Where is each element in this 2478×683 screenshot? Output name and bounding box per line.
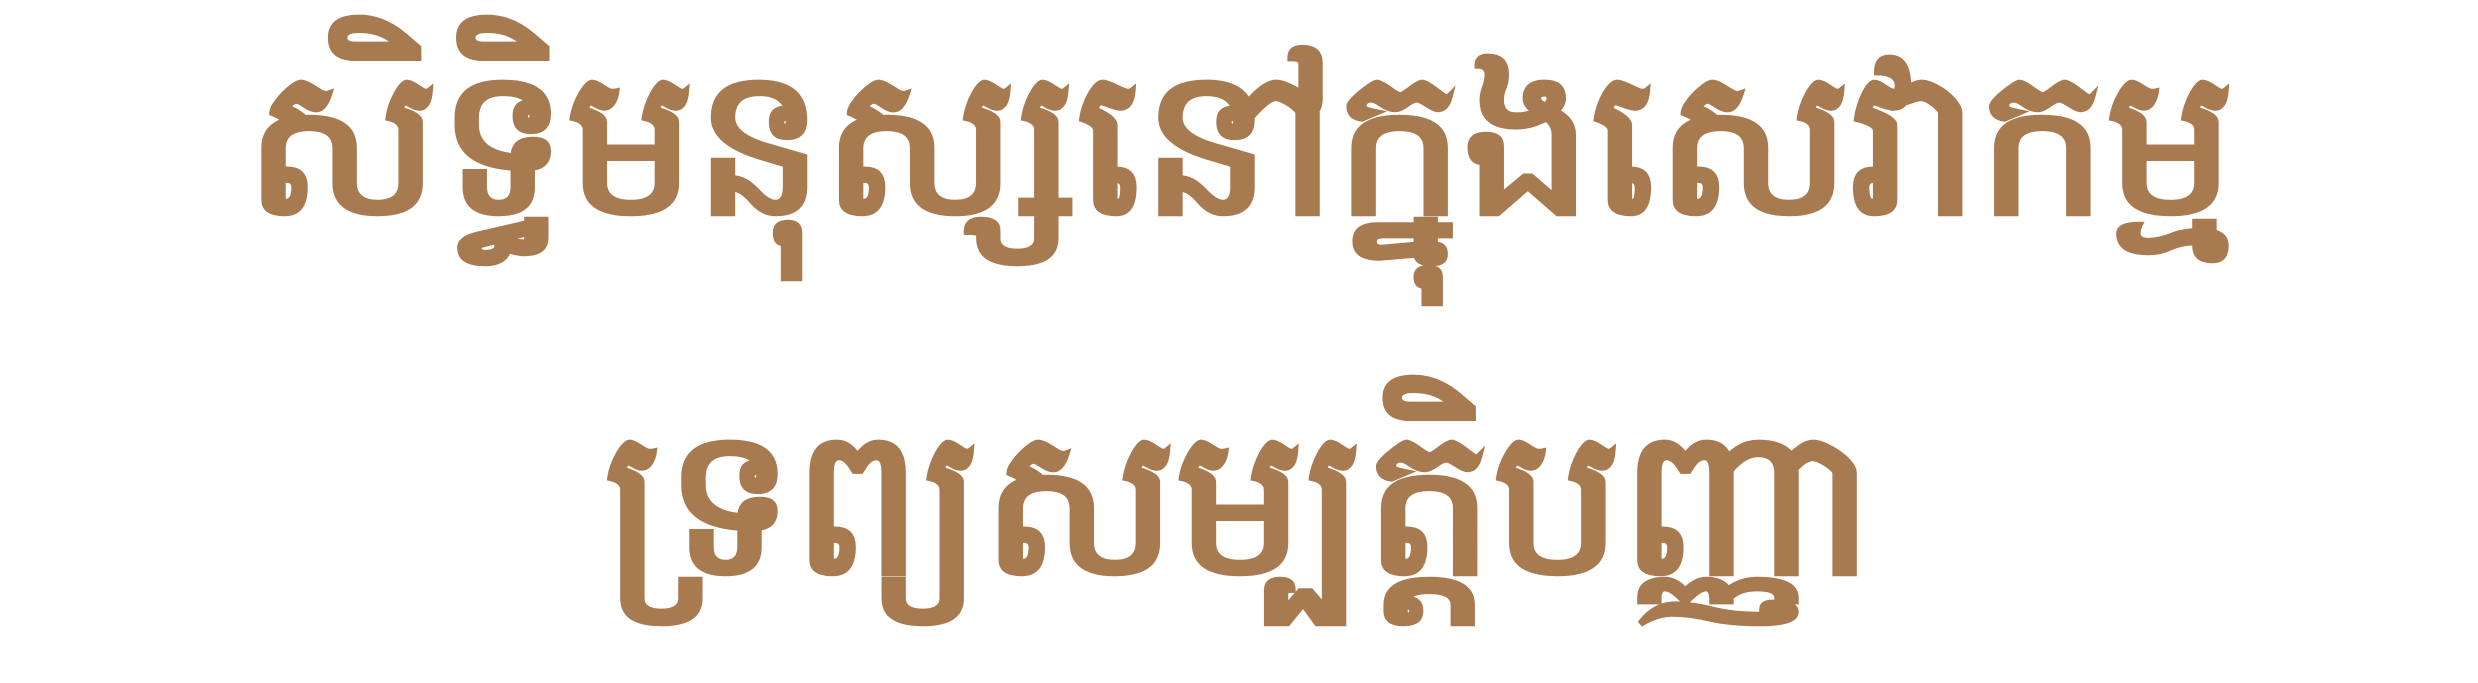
headline-line-2: ទ្រព្យសម្បត្តិបញ្ញា bbox=[603, 382, 1875, 622]
headline-line-1: សិទ្ធិមនុស្សនៅក្នុងសេវាកម្ម bbox=[244, 22, 2234, 262]
